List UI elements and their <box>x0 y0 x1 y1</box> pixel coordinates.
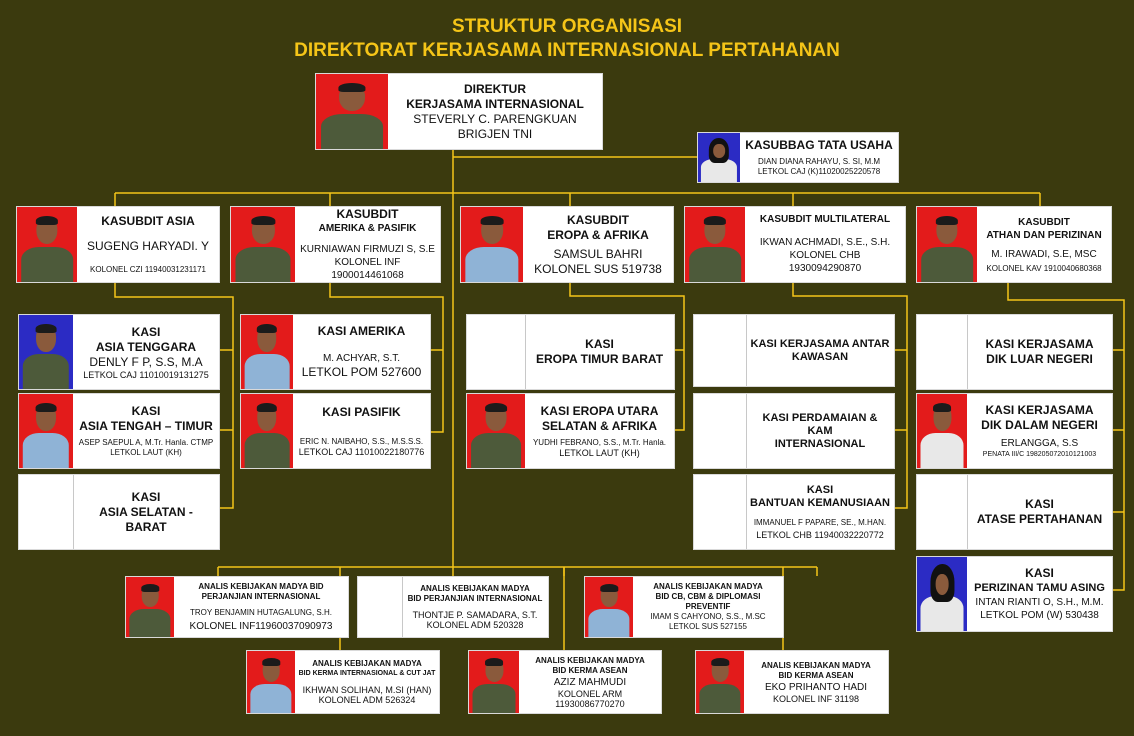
subdit-eropa-rank: KOLONEL SUS 519738 <box>534 261 662 276</box>
analis-perjanjian-2-rank: KOLONEL ADM 520328 <box>426 620 524 630</box>
analis-diplomasi-name: IMAM S CAHYONO, S.S., M.SC <box>650 612 766 621</box>
kasi-eropa-utara-rank: LETKOL LAUT (KH) <box>559 448 640 458</box>
subdit-athan-role: KASUBDIT <box>1018 216 1070 228</box>
subdit-amerika-card <box>230 206 441 283</box>
kasi-kemanusiaan-card <box>693 474 895 550</box>
kasi-asia-tengah-role: KASI <box>131 404 161 418</box>
analis-perjanjian-2-role-unit: BID PERJANJIAN INTERNASIONAL <box>407 594 543 603</box>
kasi-dik-dalam-role: KASI KERJASAMA <box>985 402 1094 417</box>
analis-perjanjian-2-card <box>357 576 549 638</box>
kasi-pasifik-name: ERIC N. NAIBAHO, S.S., M.S.S.S. <box>299 437 424 447</box>
subdit-amerika-photo <box>231 207 295 282</box>
kasi-pasifik-card <box>240 393 431 469</box>
analis-asean-2-rank: KOLONEL INF 31198 <box>772 693 860 704</box>
analis-kerma-internasional-role-unit: BID KERMA INTERNASIONAL & CUT JAT <box>298 670 436 677</box>
analis-perjanjian-1-photo <box>126 577 174 637</box>
kasi-asia-tenggara-card <box>18 314 220 390</box>
analis-diplomasi-rank: LETKOL SUS 527155 <box>669 622 747 631</box>
subdit-multilateral-name: IKWAN ACHMADI, S.E., S.H. <box>759 237 891 248</box>
kasi-asia-tengah-name: ASEP SAEPUL A, M.Tr. Hanla. CTMP <box>78 438 214 447</box>
kasi-dik-dalam-role-unit: DIK DALAM NEGERI <box>981 417 1098 432</box>
analis-perjanjian-1-name: TROY BENJAMIN HUTAGALUNG, S.H. <box>190 607 332 617</box>
kasi-perdamaian-role-unit: INTERNASIONAL <box>774 437 866 450</box>
analis-asean-1-role-unit: BID KERMA ASEAN <box>552 665 628 675</box>
kasi-kemanusiaan-role-unit: BANTUAN KEMANUSIAAN <box>750 497 890 509</box>
analis-asean-1-rank: KOLONEL ARM 11930086770270 <box>555 688 625 709</box>
subdit-amerika-role: KASUBDIT <box>336 207 399 221</box>
kasi-asia-selatan-role: KASI <box>131 489 161 504</box>
director-role: DIREKTUR <box>464 81 526 96</box>
kasi-dik-dalam-photo <box>917 394 967 468</box>
director-name: STEVERLY C. PARENGKUAN <box>413 111 577 126</box>
director-rank: BRIGJEN TNI <box>457 126 533 141</box>
subdit-eropa-photo <box>461 207 523 282</box>
subdit-athan-rank: KOLONEL KAV 1910040680368 <box>986 263 1102 273</box>
kasi-amerika-name: M. ACHYAR, S.T. <box>322 353 401 365</box>
subdit-eropa-card <box>460 206 674 283</box>
analis-perjanjian-2-photo-empty <box>358 577 403 637</box>
kasi-pasifik-photo <box>241 394 293 468</box>
kasi-antar-kawasan-role-unit: KAWASAN <box>791 350 849 363</box>
analis-diplomasi-role-unit-2: PREVENTIF <box>685 602 731 611</box>
analis-perjanjian-2-role: ANALIS KEBIJAKAN MADYA <box>420 584 530 593</box>
analis-asean-1-role: ANALIS KEBIJAKAN MADYA <box>535 655 645 665</box>
subdit-eropa-role-unit: EROPA & AFRIKA <box>547 227 649 242</box>
kasi-antar-kawasan-role: KASI KERJASAMA ANTAR <box>750 337 890 350</box>
director-photo <box>316 74 388 149</box>
analis-perjanjian-1-role: ANALIS KEBIJAKAN MADYA BID <box>198 581 324 591</box>
subdit-multilateral-card <box>684 206 906 283</box>
kasi-eropa-timur-role-unit: EROPA TIMUR BARAT <box>535 352 664 366</box>
kasi-perizinan-role: KASI <box>1025 566 1054 580</box>
kasi-perizinan-role-unit: PERIZINAN TAMU ASING <box>974 582 1105 594</box>
tata-usaha-rank: LETKOL CAJ (K)11020025220578 <box>757 167 881 176</box>
tata-usaha-role: KASUBBAG TATA USAHA <box>745 138 893 152</box>
kasi-asia-tenggara-name: DENLY F P, S.S, M.A <box>89 354 203 369</box>
kasi-asia-tenggara-role: KASI <box>131 324 161 339</box>
kasi-amerika-role: KASI AMERIKA <box>317 323 406 338</box>
subdit-amerika-role-unit: AMERIKA & PASIFIK <box>318 223 417 234</box>
director-role-unit: KERJASAMA INTERNASIONAL <box>406 96 584 111</box>
kasi-eropa-timur-card <box>466 314 675 390</box>
kasi-perizinan-name: INTAN RIANTI O, S.H., M.M. <box>975 597 1104 608</box>
subdit-asia-name: SUGENG HARYADI. Y <box>86 239 210 254</box>
kasi-atase-photo-empty <box>917 475 968 549</box>
director-card <box>315 73 603 150</box>
analis-asean-1-photo <box>469 651 519 713</box>
tata-usaha-name: DIAN DIANA RAHAYU, S. SI, M.M <box>757 157 881 166</box>
kasi-perdamaian-card <box>693 393 895 469</box>
analis-diplomasi-photo <box>585 577 633 637</box>
analis-perjanjian-1-role-unit: PERJANJIAN INTERNASIONAL <box>201 591 321 601</box>
kasi-eropa-utara-role: KASI EROPA UTARA <box>540 404 659 418</box>
kasi-kemanusiaan-rank: LETKOL CHB 11940032220772 <box>756 530 884 540</box>
analis-perjanjian-1-card <box>125 576 349 638</box>
kasi-asia-selatan-photo-empty <box>19 475 74 549</box>
subdit-multilateral-role: KASUBDIT MULTILATERAL <box>759 214 891 225</box>
kasi-kemanusiaan-role: KASI <box>806 484 834 496</box>
subdit-multilateral-rank: KOLONEL CHB <box>789 250 861 261</box>
subdit-multilateral-nrp: 1930094290870 <box>788 263 862 274</box>
kasi-atase-role-unit: ATASE PERTAHANAN <box>976 512 1103 526</box>
kasi-dik-luar-photo-empty <box>917 315 968 389</box>
kasi-amerika-rank: LETKOL POM 527600 <box>301 365 422 380</box>
kasi-amerika-card <box>240 314 431 390</box>
page-title: STRUKTUR ORGANISASI <box>451 16 683 37</box>
subdit-athan-card <box>916 206 1112 283</box>
analis-diplomasi-card <box>584 576 784 638</box>
analis-diplomasi-role-unit: BID CB, CBM & DIPLOMASI <box>655 592 761 601</box>
kasi-dik-dalam-rank: PENATA III/C 198205072010121003 <box>982 450 1097 458</box>
kasi-pasifik-rank: LETKOL CAJ 11010022180776 <box>298 447 425 458</box>
analis-kerma-internasional-photo <box>247 651 295 713</box>
kasi-asia-tengah-role-unit: ASIA TENGAH – TIMUR <box>79 419 213 433</box>
analis-asean-2-role: ANALIS KEBIJAKAN MADYA <box>761 660 871 670</box>
analis-kerma-internasional-card <box>246 650 440 714</box>
analis-kerma-internasional-role: ANALIS KEBIJAKAN MADYA <box>312 659 422 668</box>
kasi-eropa-utara-role-unit: SELATAN & AFRIKA <box>541 419 658 433</box>
kasi-eropa-utara-name: YUDHI FEBRANO, S.S., M.Tr. Hanla. <box>532 438 667 447</box>
kasi-asia-tenggara-role-unit: ASIA TENGGARA <box>95 339 197 354</box>
kasi-perizinan-card <box>916 556 1113 632</box>
analis-kerma-internasional-rank: KOLONEL ADM 526324 <box>318 695 416 705</box>
kasi-asia-selatan-role-unit: ASIA SELATAN - <box>99 504 193 519</box>
subdit-asia-card <box>16 206 220 283</box>
kasi-dik-luar-card <box>916 314 1113 390</box>
kasi-kemanusiaan-photo-empty <box>694 475 747 549</box>
subdit-asia-role: KASUBDIT ASIA <box>101 214 195 229</box>
analis-asean-1-name: AZIZ MAHMUDI <box>553 676 627 688</box>
kasi-perizinan-rank: LETKOL POM (W) 530438 <box>980 610 1099 621</box>
analis-asean-2-photo <box>696 651 744 713</box>
subdit-amerika-name: KURNIAWAN FIRMUZI S, S.E <box>300 244 435 255</box>
kasi-antar-kawasan-photo-empty <box>694 315 747 386</box>
kasi-perdamaian-role: KASI PERDAMAIAN & KAM <box>762 411 878 437</box>
tata-usaha-card <box>697 132 899 183</box>
analis-kerma-internasional-name: IKHWAN SOLIHAN, M.SI (HAN) <box>302 685 432 695</box>
subdit-asia-photo <box>17 207 77 282</box>
kasi-perizinan-photo <box>917 557 967 631</box>
analis-asean-2-name: EKO PRIHANTO HADI <box>764 681 868 693</box>
subdit-athan-role-unit: ATHAN DAN PERIZINAN <box>986 229 1102 241</box>
subdit-eropa-name: SAMSUL BAHRI <box>553 246 643 261</box>
kasi-amerika-photo <box>241 315 293 389</box>
subdit-eropa-role: KASUBDIT <box>567 212 629 227</box>
kasi-eropa-utara-card <box>466 393 675 469</box>
subdit-amerika-rank: KOLONEL INF 1900014461068 <box>331 257 404 281</box>
kasi-asia-tengah-photo <box>19 394 73 468</box>
analis-asean-1-card <box>468 650 662 714</box>
kasi-dik-dalam-name: ERLANGGA, S.S <box>1000 437 1079 449</box>
page-subtitle: DIREKTORAT KERJASAMA INTERNASIONAL PERTAHANAN <box>294 40 840 61</box>
kasi-perdamaian-photo-empty <box>694 394 747 468</box>
analis-perjanjian-1-rank: KOLONEL INF11960037090973 <box>189 620 333 632</box>
subdit-athan-name: M. IRAWADI, S.E, MSC <box>991 248 1097 260</box>
kasi-asia-tenggara-rank: LETKOL CAJ 11010019131275 <box>83 369 209 380</box>
analis-asean-2-card <box>695 650 889 714</box>
kasi-eropa-timur-role: KASI <box>585 337 614 351</box>
subdit-asia-rank: KOLONEL CZI 11940031231171 <box>90 264 206 274</box>
kasi-dik-luar-role: KASI KERJASAMA <box>985 337 1094 351</box>
kasi-asia-tengah-card <box>18 393 220 469</box>
analis-diplomasi-role: ANALIS KEBIJAKAN MADYA <box>653 582 763 591</box>
kasi-asia-selatan-card <box>18 474 220 550</box>
kasi-asia-tengah-rank: LETKOL LAUT (KH) <box>110 448 182 457</box>
kasi-asia-tenggara-photo <box>19 315 73 389</box>
kasi-asia-selatan-role-unit-2: BARAT <box>125 519 167 534</box>
kasi-atase-card <box>916 474 1113 550</box>
kasi-eropa-utara-photo <box>467 394 525 468</box>
kasi-dik-dalam-card <box>916 393 1113 469</box>
kasi-kemanusiaan-name: IMMANUEL F PAPARE, SE., M.HAN. <box>753 518 887 527</box>
analis-asean-2-role-unit: BID KERMA ASEAN <box>778 670 854 680</box>
kasi-pasifik-role: KASI PASIFIK <box>322 404 401 419</box>
analis-perjanjian-2-name: THONTJE P. SAMADARA, S.T. <box>412 610 538 620</box>
kasi-antar-kawasan-card <box>693 314 895 387</box>
kasi-eropa-timur-photo-empty <box>467 315 526 389</box>
kasi-atase-role: KASI <box>1025 497 1054 511</box>
subdit-athan-photo <box>917 207 977 282</box>
tata-usaha-photo <box>698 133 740 182</box>
kasi-dik-luar-role-unit: DIK LUAR NEGERI <box>986 352 1093 366</box>
subdit-multilateral-photo <box>685 207 745 282</box>
